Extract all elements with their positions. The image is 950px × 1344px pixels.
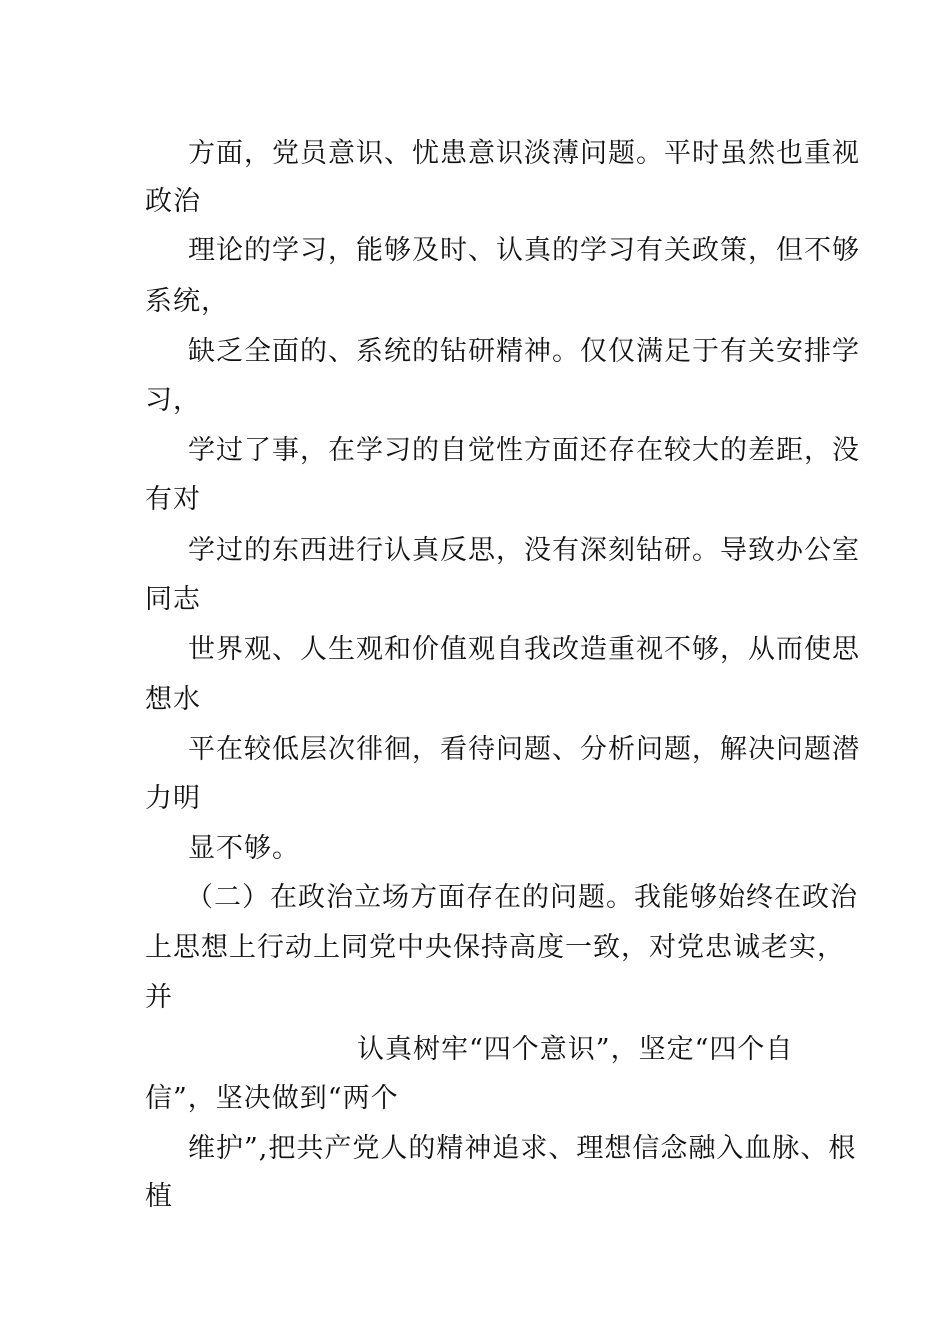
text-line: 系统， — [145, 286, 229, 317]
text-line: 植 — [145, 1181, 173, 1212]
text-line: 学过的东西进行认真反思，没有深刻钻研。导致办公室 — [188, 535, 860, 566]
text-line: 维护”,把共产党人的精神追求、理想信念融入血脉、根 — [188, 1133, 857, 1164]
text-line: 认真树牢“四个意识”，坚定“四个自 — [357, 1034, 794, 1065]
text-line: 同志 — [145, 584, 201, 615]
text-line: 平在较低层次徘徊，看待问题、分析问题，解决问题潜 — [188, 734, 860, 765]
text-line: 方面，党员意识、忧患意识淡薄问题。平时虽然也重视 — [188, 138, 860, 169]
text-line: 上思想上行动上同党中央保持高度一致，对党忠诚老实， — [145, 932, 845, 963]
text-line: 信”，坚决做到“两个 — [145, 1083, 399, 1114]
text-line: 世界观、人生观和价值观自我改造重视不够，从而使思 — [188, 634, 860, 665]
text-line: 想水 — [145, 684, 201, 715]
text-line: 缺乏全面的、系统的钻研精神。仅仅满足于有关安排学 — [188, 336, 860, 367]
text-line: 政治 — [145, 186, 201, 217]
text-line: 学过了事，在学习的自觉性方面还存在较大的差距，没 — [188, 435, 860, 466]
text-line: 习， — [145, 385, 201, 416]
text-line: 显不够。 — [188, 833, 300, 864]
text-line: 有对 — [145, 484, 201, 515]
text-line: 力明 — [145, 783, 201, 814]
text-line: （二）在政治立场方面存在的问题。我能够始终在政治 — [186, 882, 858, 913]
text-line: 理论的学习，能够及时、认真的学习有关政策，但不够 — [188, 235, 860, 266]
text-line: 并 — [145, 982, 173, 1013]
